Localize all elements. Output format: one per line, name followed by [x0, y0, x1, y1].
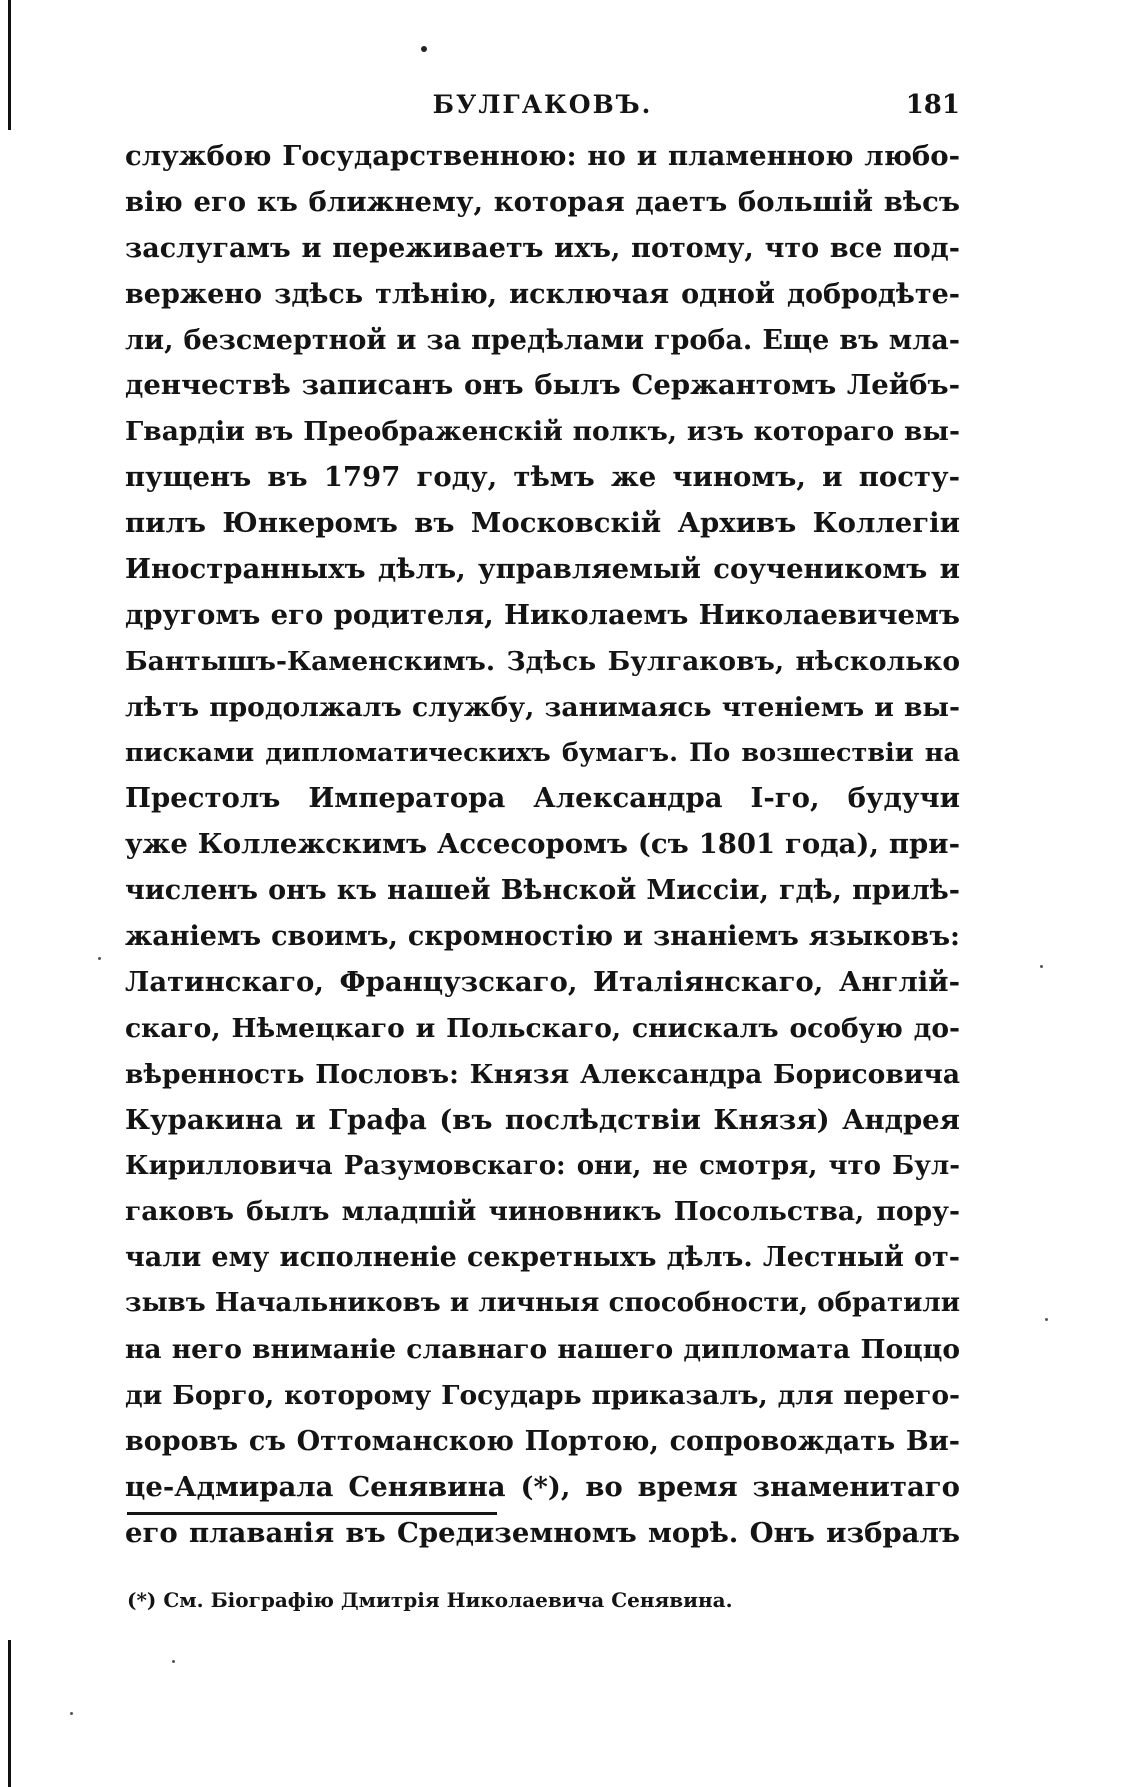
- text-line: Гвардіи въ Преображенскій полкъ, изъ котораго вы-: [125, 416, 960, 448]
- scan-edge-top: [8, 0, 11, 130]
- text-line: лѣтъ продолжалъ службу, занимаясь чтеніемъ и вы-: [125, 691, 960, 723]
- ink-speck: [70, 1712, 73, 1715]
- text-line: Латинскаго, Французскаго, Италіянскаго, Англій-: [125, 966, 960, 999]
- text-line: Куракина и Графа (въ послѣдствіи Князя) Андрея: [125, 1103, 960, 1136]
- text-line: Бантышъ-Каменскимъ. Здѣсь Булгаковъ, нѣсколько: [125, 645, 960, 677]
- body-text: [125, 134, 960, 1557]
- ink-speck: [1040, 965, 1043, 968]
- text-line: вію его къ ближнему, которая даетъ большій вѣсъ: [125, 185, 960, 218]
- text-line: це-Адмирала Сенявина (*), во время знаменитаго: [125, 1470, 960, 1503]
- footnote: (*) См. Біографію Дмитрія Николаевича Сенявина.: [127, 1588, 733, 1612]
- text-line: другомъ его родителя, Николаемъ Николаевичемъ: [125, 598, 960, 631]
- text-line: Иностранныхъ дѣлъ, управляемый соученикомъ и: [125, 553, 960, 586]
- text-line: вержено здѣсь тлѣнію, исключая одной добродѣте-: [125, 278, 960, 310]
- text-line: чали ему исполненіе секретныхъ дѣлъ. Лестный от-: [125, 1242, 960, 1274]
- ink-dot: [421, 46, 427, 52]
- running-head-title: БУЛГАКОВЪ.: [432, 90, 653, 119]
- text-line: жаніемъ своимъ, скромностію и знаніемъ языковъ:: [125, 921, 960, 953]
- text-line: Престолъ Императора Александра I-го, будучи: [125, 782, 960, 815]
- text-line: численъ онъ къ нашей Вѣнской Миссіи, гдѣ, прилѣ-: [125, 875, 960, 907]
- text-line: воровъ съ Оттоманскою Портою, сопровождать Ви-: [125, 1425, 960, 1457]
- footnote-rule: [127, 1512, 497, 1515]
- text-line: Кирилловича Разумовскаго: они, не смотря, что Бул-: [125, 1150, 960, 1181]
- text-line: писками дипломатическихъ бумагъ. По возшествіи на: [125, 737, 960, 768]
- text-line: скаго, Нѣмецкаго и Польскаго, снискалъ особую до-: [125, 1012, 960, 1044]
- text-line: заслугамъ и переживаетъ ихъ, потому, что все под-: [125, 232, 960, 264]
- text-line: на него вниманіе славнаго нашего дипломата Поццо: [125, 1334, 960, 1366]
- ink-speck: [98, 957, 101, 960]
- text-line: ди Борго, которому Государь приказалъ, для перего-: [125, 1380, 960, 1412]
- text-line: гаковъ былъ младшій чиновникъ Посольства, пору-: [125, 1196, 960, 1228]
- text-line: пилъ Юнкеромъ въ Московскій Архивъ Коллегіи: [125, 507, 960, 540]
- scan-edge-bottom: [8, 1640, 11, 1787]
- running-head: [125, 88, 960, 128]
- text-line: ли, безсмертной и за предѣлами гроба. Еще въ мла-: [125, 324, 960, 356]
- text-line: уже Коллежскимъ Ассесоромъ (съ 1801 года), при-: [125, 828, 960, 861]
- text-line: вѣренность Пословъ: Князя Александра Борисовича: [125, 1058, 960, 1090]
- text-line: зывъ Начальниковъ и личныя способности, обратили: [125, 1288, 960, 1319]
- text-line: пущенъ въ 1797 году, тѣмъ же чиномъ, и посту-: [125, 461, 960, 494]
- text-line: его плаванія въ Средиземномъ морѣ. Онъ избралъ: [125, 1516, 960, 1549]
- ink-speck: [172, 1660, 175, 1663]
- ink-speck: [1045, 1318, 1048, 1321]
- text-line: денчествѣ записанъ онъ былъ Сержантомъ Лейбъ-: [125, 369, 960, 402]
- page-number: 181: [905, 90, 960, 120]
- text-line: службою Государственною: но и пламенною любо-: [125, 140, 960, 172]
